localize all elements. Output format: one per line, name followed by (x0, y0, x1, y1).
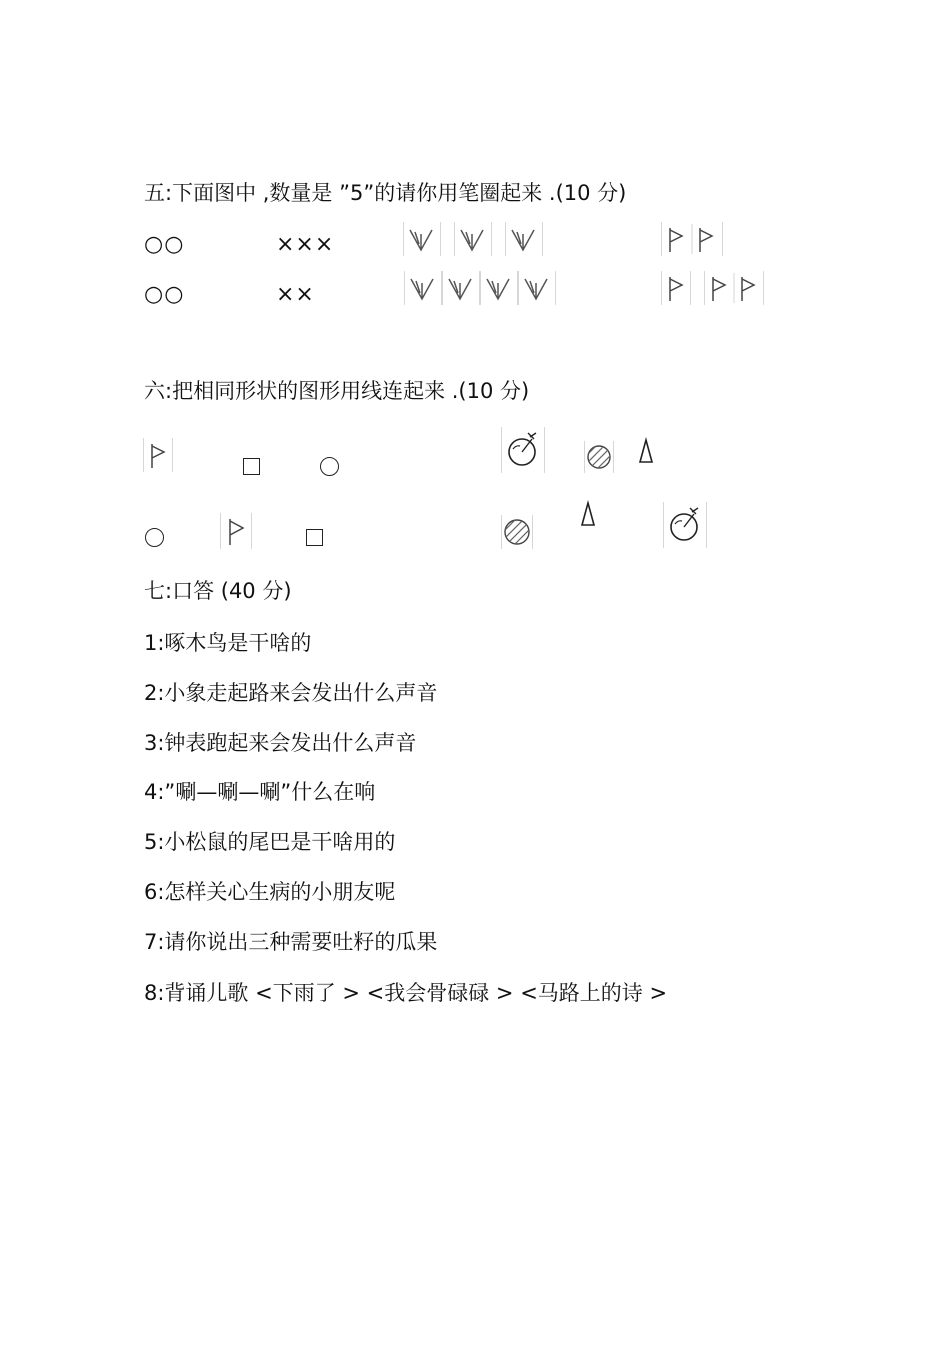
section-5-title: 五:下面图中 ,数量是 ”5”的请你用笔圈起来 .(10 分) (144, 181, 627, 205)
pencil-vase-icon (454, 222, 492, 256)
clock-icon (501, 427, 545, 473)
square-icon (243, 458, 260, 475)
pencil-vase-icon (505, 222, 543, 256)
question-7: 7:请你说出三种需要吐籽的瓜果 (144, 930, 438, 954)
circles-group-1: ○○ (144, 232, 185, 257)
pencil-vase-icon (480, 271, 518, 305)
flag-icon (661, 271, 691, 305)
flag-icon (220, 513, 252, 549)
flag-pair-icon (704, 271, 764, 305)
circles-group-2: ○○ (144, 282, 185, 307)
section-6-title: 六:把相同形状的图形用线连起来 .(10 分) (144, 379, 530, 403)
flag-pair-icon (661, 222, 723, 256)
flag-icon (143, 438, 173, 472)
section-7-title: 七:口答 (40 分) (144, 579, 292, 603)
square-icon (306, 529, 323, 546)
crosses-group-2: ×× (276, 282, 315, 307)
question-1: 1:啄木鸟是干啥的 (144, 631, 312, 655)
pencil-vase-icon (403, 222, 441, 256)
question-3: 3:钟表跑起来会发出什么声音 (144, 731, 417, 755)
clock-icon (663, 502, 707, 548)
question-6: 6:怎样关心生病的小朋友呢 (144, 880, 396, 904)
pencil-vase-icon (518, 271, 556, 305)
question-2: 2:小象走起路来会发出什么声音 (144, 681, 438, 705)
triangle-icon (578, 500, 598, 528)
ball-icon (501, 515, 533, 549)
question-5: 5:小松鼠的尾巴是干啥用的 (144, 830, 396, 854)
question-4: 4:”唰—唰—唰”什么在响 (144, 780, 376, 804)
triangle-icon (636, 437, 656, 465)
circle-icon (320, 457, 339, 476)
pencil-vase-icon (404, 271, 442, 305)
ball-icon (584, 441, 614, 473)
question-8: 8:背诵儿歌 <下雨了 > <我会骨碌碌 > <马路上的诗 > (144, 981, 668, 1005)
pencil-vase-icon (442, 271, 480, 305)
circle-icon (145, 528, 164, 547)
crosses-group-1: ××× (276, 232, 335, 257)
